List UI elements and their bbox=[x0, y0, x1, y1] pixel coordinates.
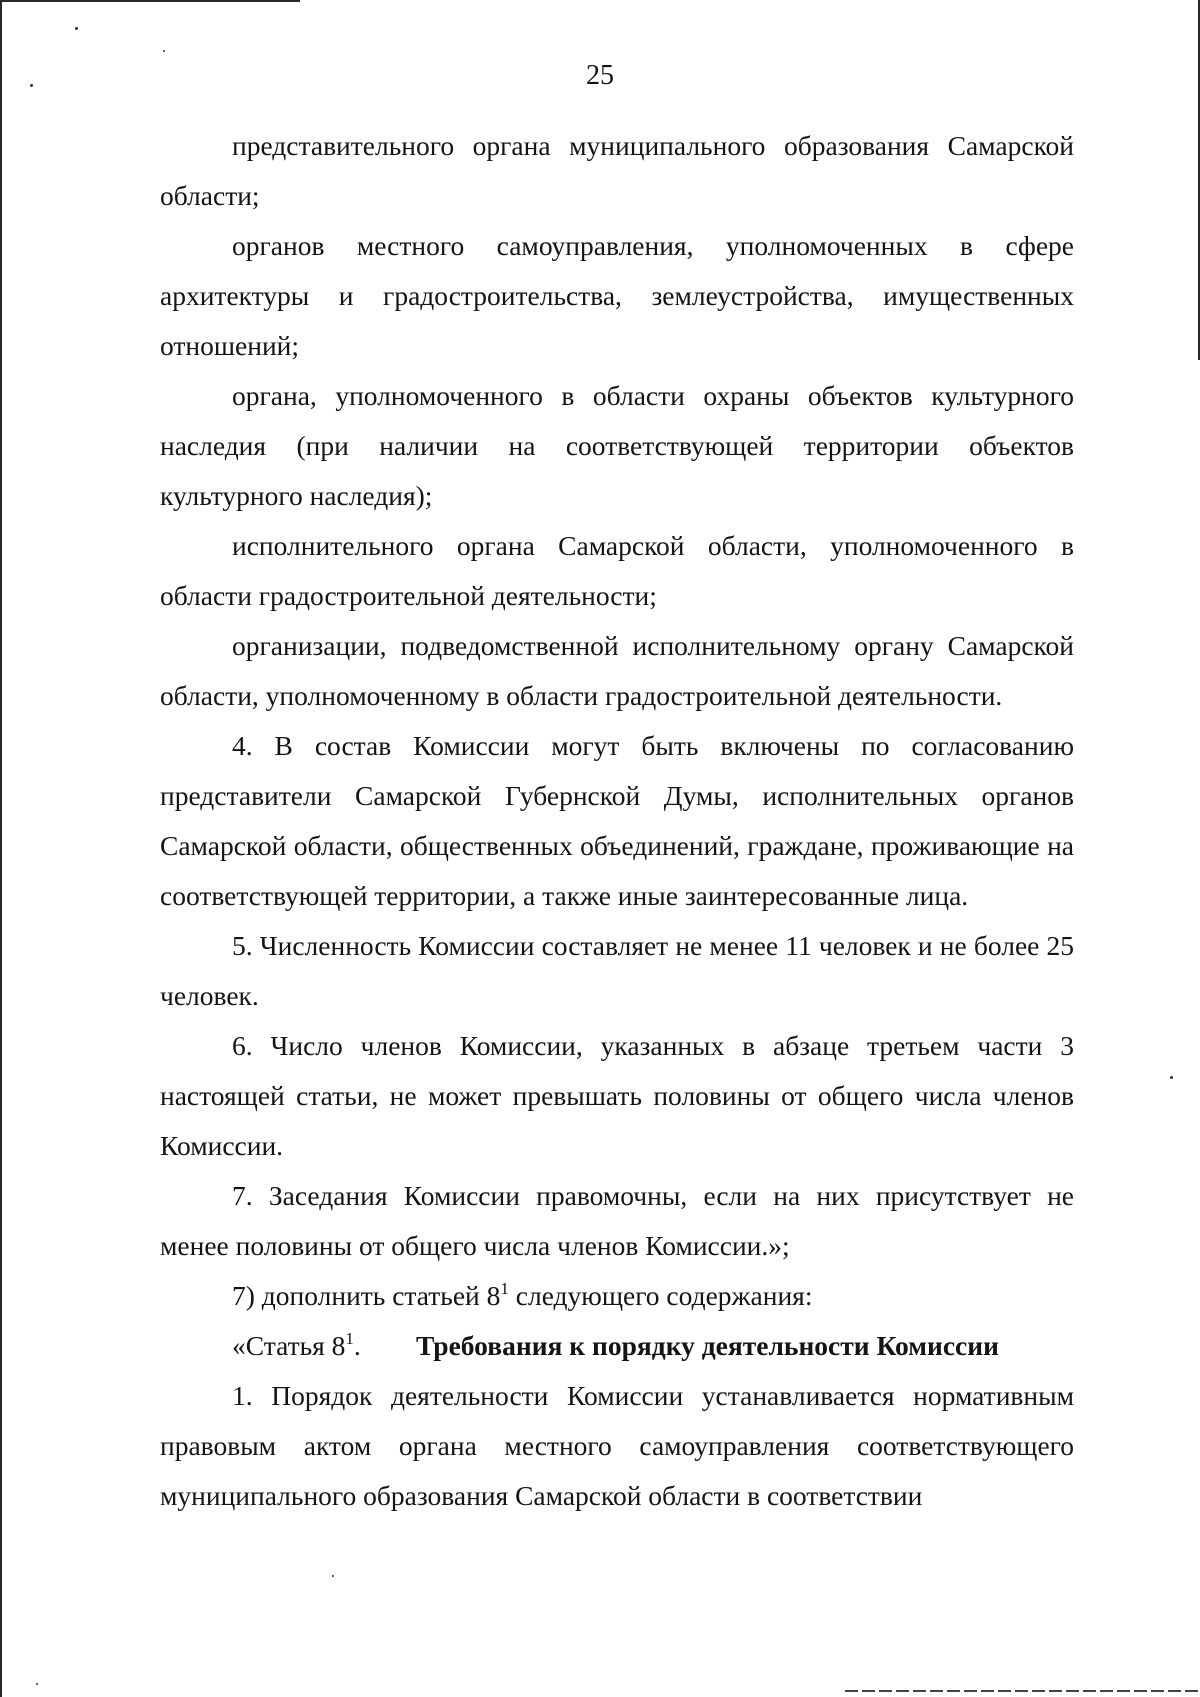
amendment-text: 7) дополнить статьей 8 bbox=[232, 1280, 501, 1311]
paragraph: 7. Заседания Комиссии правомочны, если на них присутствует не менее половины от общего числа членов Комиссии.»; bbox=[160, 1180, 1074, 1261]
paragraph: органов местного самоуправления, уполномоченных в сфере архитектуры и градостроительства, землеустройства, имущественных отношений; bbox=[160, 230, 1074, 361]
article-prefix: «Статья 8 bbox=[232, 1330, 346, 1361]
document-body bbox=[160, 121, 1074, 1521]
paragraph: органа, уполномоченного в области охраны объектов культурного наследия (при наличии на соответствующей территории объектов культурного наследия); bbox=[160, 380, 1074, 511]
superscript: 1 bbox=[500, 1279, 509, 1298]
amendment-text-end: следующего содержания: bbox=[508, 1280, 813, 1311]
scan-dashes bbox=[845, 1690, 1200, 1692]
scan-border-top bbox=[0, 0, 300, 2]
scan-speck bbox=[1170, 1076, 1173, 1079]
article-heading bbox=[160, 1321, 1074, 1371]
scan-speck bbox=[75, 27, 78, 30]
superscript: 1 bbox=[345, 1329, 354, 1348]
article-title: Требования к порядку деятельности Комиссии bbox=[416, 1330, 999, 1361]
paragraph-amendment bbox=[160, 1271, 1074, 1321]
paragraph: 4. В состав Комиссии могут быть включены по согласованию представители Самарской Губернской Думы, исполнительных органов Самарской области, общественных объединений, граждане, проживающие на соответствующей территории, а также иные заинтересованные лица. bbox=[160, 730, 1074, 911]
article-number bbox=[232, 1321, 416, 1371]
scan-speck bbox=[36, 1683, 38, 1685]
paragraph: 1. Порядок деятельности Комиссии устанавливается нормативным правовым актом органа местного самоуправления соответствующего муниципального образования Самарской области в соответствии bbox=[160, 1380, 1074, 1511]
scan-border-left bbox=[0, 0, 2, 1697]
paragraph: организации, подведомственной исполнительному органу Самарской области, уполномоченному в области градостроительной деятельности. bbox=[160, 630, 1074, 711]
paragraph: исполнительного органа Самарской области, уполномоченного в области градостроительной деятельности; bbox=[160, 530, 1074, 611]
scan-speck bbox=[332, 1575, 334, 1577]
article-prefix-end: . bbox=[353, 1330, 361, 1361]
paragraph: 6. Число членов Комиссии, указанных в абзаце третьем части 3 настоящей статьи, не может превышать половины от общего числа членов Комиссии. bbox=[160, 1030, 1074, 1161]
paragraph: 5. Численность Комиссии составляет не менее 11 человек и не более 25 человек. bbox=[160, 930, 1074, 1011]
paragraph: представительного органа муниципального образования Самарской области; bbox=[160, 130, 1074, 211]
page-number: 25 bbox=[586, 60, 614, 91]
